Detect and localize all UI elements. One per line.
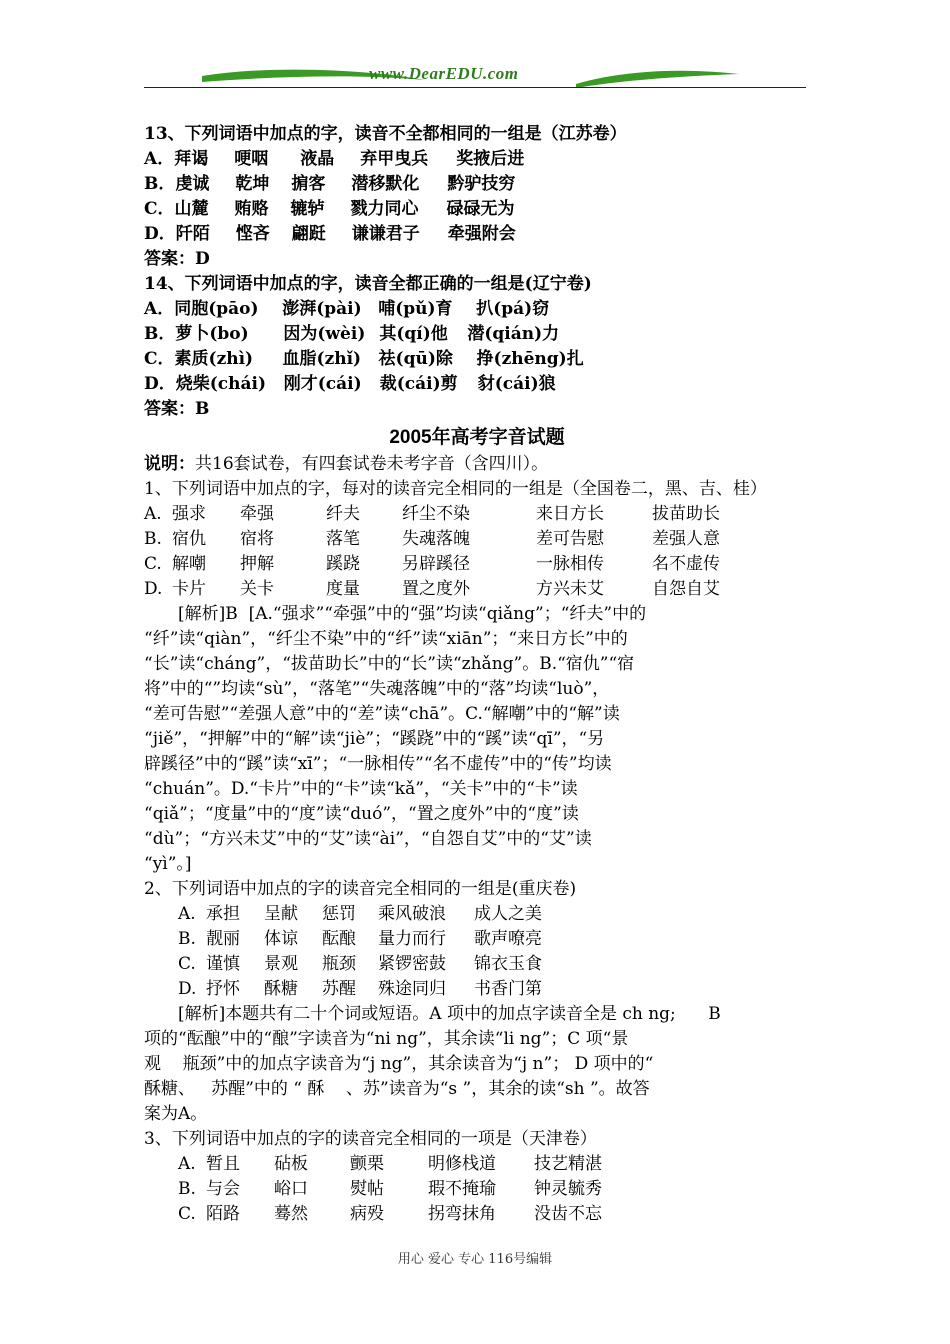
analysis-line: 辟蹊径”中的“蹊”读“xī”；“一脉相传”“名不虚传”中的“传”均读 bbox=[144, 754, 612, 774]
analysis-line: 项的“酝酿”中的“酿”字读音为“ni ng”，其余读“li ng”；C 项“景 bbox=[144, 1029, 629, 1049]
analysis-line: 酥糖、 苏醒”中的 “ 酥 、苏”读音为“s ”，其余的读“sh ”。故答 bbox=[144, 1079, 650, 1099]
analysis-line: “纤”读“qiàn”，“纤尘不染”中的“纤”读“xiān”；“来日方长”中的 bbox=[144, 629, 628, 649]
s3-option-b: B. 与会 峪口 熨帖 瑕不掩瑜 钟灵毓秀 bbox=[178, 1179, 602, 1199]
s1-option-c: C. 解嘲 押解 蹊跷 另辟蹊径 一脉相传 名不虚传 bbox=[144, 554, 720, 574]
s3-stem: 3、下列词语中加点的字的读音完全相同的一项是（天津卷） bbox=[144, 1129, 597, 1149]
s2-option-b: B. 靓丽 体谅 酝酿 量力而行 歌声嘹亮 bbox=[178, 929, 542, 949]
analysis-line: 将”中的“”均读“sù”，“落笔”“失魂落魄”中的“落”均读“luò”， bbox=[144, 679, 610, 699]
analysis-line: 案为A。 bbox=[144, 1104, 208, 1124]
page-header bbox=[144, 58, 806, 92]
q14-option-b: B．萝卜(bo) 因为(wèi) 其(qí)他 潜(qián)力 bbox=[144, 324, 560, 344]
analysis-line: “chuán”。D.“卡片”中的“卡”读“kǎ”，“关卡”中的“卡”读 bbox=[144, 779, 578, 799]
s1-stem: 1、下列词语中加点的字，每对的读音完全相同的一组是（全国卷二，黑、吉、桂） bbox=[144, 479, 767, 499]
s1-option-d: D. 卡片 关卡 度量 置之度外 方兴未艾 自怨自艾 bbox=[144, 579, 720, 599]
q14-answer: 答案：B bbox=[144, 399, 210, 419]
q14-option-c: C．素质(zhì) 血脂(zhǐ) 祛(qū)除 挣(zhēng)扎 bbox=[144, 349, 584, 369]
q13-stem: 13、下列词语中加点的字，读音不全都相同的一组是（江苏卷） bbox=[144, 124, 627, 144]
q13-answer: 答案：D bbox=[144, 249, 210, 269]
s2-option-c: C. 谨慎 景观 瓶颈 紧锣密鼓 锦衣玉食 bbox=[178, 954, 542, 974]
section-title: 2005年高考字音试题 bbox=[389, 427, 565, 448]
analysis-line: “yì”。] bbox=[144, 854, 192, 874]
analysis-line: “jiě”，“押解”中的“解”读“jiè”；“蹊跷”中的“蹊”读“qī”，“另 bbox=[144, 729, 605, 749]
q13-option-d: D．阡陌 悭吝 翩跹 谦谦君子 牵强附会 bbox=[144, 224, 516, 244]
s3-option-a: A. 暂且 砧板 颤栗 明修栈道 技艺精湛 bbox=[178, 1154, 602, 1174]
s2-option-d: D. 抒怀 酥糖 苏醒 殊途同归 书香门第 bbox=[178, 979, 542, 999]
page-footer: 用心 爱心 专心 116号编辑 bbox=[397, 1252, 553, 1267]
analysis-line: [解析]本题共有二十个词或短语。A 项中的加点字读音全是 ch ng; B bbox=[178, 1004, 721, 1024]
s1-analysis bbox=[144, 602, 810, 877]
site-logo: www.DearEDU.com bbox=[369, 64, 519, 83]
q13-option-c: C．山麓 贿赂 辘轳 戮力同心 碌碌无为 bbox=[144, 199, 515, 219]
s2-analysis bbox=[144, 1002, 810, 1127]
analysis-line: “长”读“cháng”，“拔苗助长”中的“长”读“zhǎng”。B.“宿仇”“宿 bbox=[144, 654, 635, 674]
s2-option-a: A. 承担 呈献 惩罚 乘风破浪 成人之美 bbox=[178, 904, 542, 924]
section-note: 说明：共16套试卷，有四套试卷未考字音（含四川）。 bbox=[144, 454, 549, 474]
analysis-line: 观 瓶颈”中的加点字读音为“j ng”，其余读音为“j n”； D 项中的“ bbox=[144, 1054, 654, 1074]
s1-option-a: A. 强求 牵强 纤夫 纤尘不染 来日方长 拔苗助长 bbox=[144, 504, 720, 524]
q14-option-d: D．烧柴(chái) 刚才(cái) 裁(cái)剪 豺(cái)狼 bbox=[144, 374, 556, 394]
main-content bbox=[144, 122, 810, 1227]
analysis-line: “差可告慰”“差强人意”中的“差”读“chā”。C.“解嘲”中的“解”读 bbox=[144, 704, 620, 724]
q13-option-a: A．拜谒 哽咽 液晶 弃甲曳兵 奖掖后进 bbox=[144, 149, 525, 169]
header-rule bbox=[144, 87, 806, 88]
s3-option-c: C. 陌路 蓦然 病殁 拐弯抹角 没齿不忘 bbox=[178, 1204, 602, 1224]
s1-option-b: B. 宿仇 宿将 落笔 失魂落魄 差可告慰 差强人意 bbox=[144, 529, 720, 549]
analysis-line: “qiǎ”；“度量”中的“度”读“duó”，“置之度外”中的“度”读 bbox=[144, 804, 579, 824]
q14-stem: 14、下列词语中加点的字，读音全都正确的一组是(辽宁卷) bbox=[144, 274, 592, 294]
s2-stem: 2、下列词语中加点的字的读音完全相同的一组是(重庆卷) bbox=[144, 879, 577, 899]
q14-option-a: A．同胞(pāo) 澎湃(pài) 哺(pǔ)育 扒(pá)窃 bbox=[144, 299, 550, 319]
analysis-line: [解析]B [A.“强求”“牵强”中的“强”均读“qiǎng”；“纤夫”中的 bbox=[178, 604, 647, 624]
q13-option-b: B．虔诚 乾坤 掮客 潜移默化 黔驴技穷 bbox=[144, 174, 516, 194]
analysis-line: “dù”；“方兴未艾”中的“艾”读“ài”，“自怨自艾”中的“艾”读 bbox=[144, 829, 592, 849]
